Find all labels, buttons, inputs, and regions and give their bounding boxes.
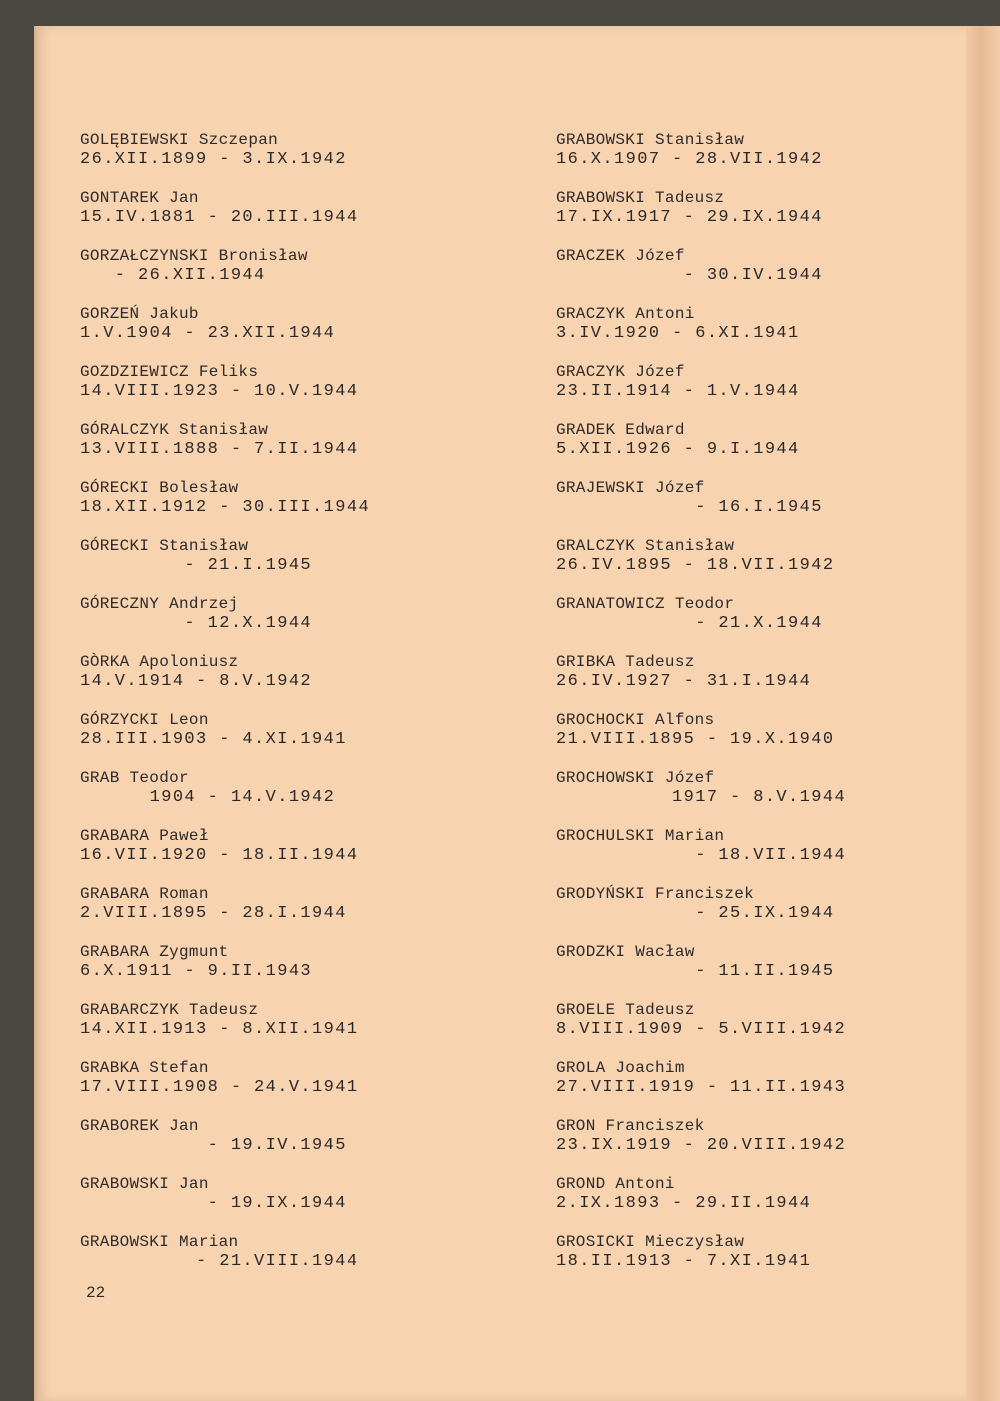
entry-name: GRABKA Stefan xyxy=(80,1059,209,1077)
entry xyxy=(80,362,510,420)
entry-dates: 1917 - 8.V.1944 xyxy=(556,788,847,807)
entry xyxy=(556,130,956,188)
entry xyxy=(556,246,956,304)
entry xyxy=(556,942,956,1000)
entry-name: GRABOWSKI Jan xyxy=(80,1175,209,1193)
entry-name: GRAB Teodor xyxy=(80,769,189,787)
entry-name: GORZAŁCZYNSKI Bronisław xyxy=(80,247,308,265)
entry xyxy=(80,536,510,594)
entry xyxy=(556,420,956,478)
entry xyxy=(80,652,510,710)
entry-dates: 15.IV.1881 - 20.III.1944 xyxy=(80,208,359,227)
entry xyxy=(556,826,956,884)
entry xyxy=(80,1058,510,1116)
entry-name: GRACZYK Antoni xyxy=(556,305,695,323)
entry-dates: 26.IV.1927 - 31.I.1944 xyxy=(556,672,812,691)
entry-name: GÓRECKI Bolesław xyxy=(80,479,239,497)
entry-dates: - 21.I.1945 xyxy=(80,556,313,575)
entry-dates: 23.II.1914 - 1.V.1944 xyxy=(556,382,800,401)
entry-name: GRANATOWICZ Teodor xyxy=(556,595,735,613)
entry-name: GRABOWSKI Stanisław xyxy=(556,131,745,149)
left-column xyxy=(80,130,510,1290)
entry-name: GRODZKI Wacław xyxy=(556,943,695,961)
entry-name: GRADEK Edward xyxy=(556,421,685,439)
entry-dates: 26.IV.1895 - 18.VII.1942 xyxy=(556,556,835,575)
entry xyxy=(80,942,510,1000)
page-number: 22 xyxy=(86,1284,106,1302)
entry xyxy=(556,1232,956,1290)
entry-name: GRABARA Zygmunt xyxy=(80,943,229,961)
entry xyxy=(556,362,956,420)
entry-name: GROLA Joachim xyxy=(556,1059,685,1077)
entry-dates: 28.III.1903 - 4.XI.1941 xyxy=(80,730,347,749)
entry-dates: - 18.VII.1944 xyxy=(556,846,847,865)
entry-dates: 13.VIII.1888 - 7.II.1944 xyxy=(80,440,359,459)
entry-dates: 3.IV.1920 - 6.XI.1941 xyxy=(556,324,800,343)
entry xyxy=(556,710,956,768)
entry-dates: 2.IX.1893 - 29.II.1944 xyxy=(556,1194,812,1213)
entry xyxy=(80,594,510,652)
entry-name: GÓRECKI Stanisław xyxy=(80,537,249,555)
entry-name: GRABOWSKI Marian xyxy=(80,1233,239,1251)
entry-name: GÓRZYCKI Leon xyxy=(80,711,209,729)
entry-dates: 1.V.1904 - 23.XII.1944 xyxy=(80,324,336,343)
entry xyxy=(80,1000,510,1058)
entry-name: GRIBKA Tadeusz xyxy=(556,653,695,671)
entry-name: GRAJEWSKI Józef xyxy=(556,479,705,497)
entry xyxy=(80,188,510,246)
entry-dates: 1904 - 14.V.1942 xyxy=(80,788,336,807)
document-page xyxy=(34,26,1000,1401)
entry-dates: 21.VIII.1895 - 19.X.1940 xyxy=(556,730,835,749)
entry-name: GRABOWSKI Tadeusz xyxy=(556,189,725,207)
entry-dates: 5.XII.1926 - 9.I.1944 xyxy=(556,440,800,459)
entry xyxy=(80,884,510,942)
entry-dates: 23.IX.1919 - 20.VIII.1942 xyxy=(556,1136,847,1155)
entry-name: GROCHOCKI Alfons xyxy=(556,711,715,729)
entry-name: GROSICKI Mieczysław xyxy=(556,1233,745,1251)
entry-name: GRABARA Paweł xyxy=(80,827,209,845)
entry-name: GOZDZIEWICZ Feliks xyxy=(80,363,259,381)
entry-name: GRODYŃSKI Franciszek xyxy=(556,885,755,903)
entry-dates: 17.IX.1917 - 29.IX.1944 xyxy=(556,208,823,227)
entry-dates: 18.XII.1912 - 30.III.1944 xyxy=(80,498,371,517)
entry xyxy=(556,1174,956,1232)
entry-name: GÒRKA Apoloniusz xyxy=(80,653,239,671)
page-gutter xyxy=(966,26,1000,1401)
entry-dates: 27.VIII.1919 - 11.II.1943 xyxy=(556,1078,847,1097)
entry xyxy=(556,536,956,594)
entry-name: GOLĘBIEWSKI Szczepan xyxy=(80,131,279,149)
entry-name: GONTAREK Jan xyxy=(80,189,199,207)
entry-dates: 6.X.1911 - 9.II.1943 xyxy=(80,962,313,981)
entry-dates: - 21.VIII.1944 xyxy=(80,1252,359,1271)
entry-name: GORZEŃ Jakub xyxy=(80,305,199,323)
entry-dates: 26.XII.1899 - 3.IX.1942 xyxy=(80,150,347,169)
entry xyxy=(80,710,510,768)
entry xyxy=(556,768,956,826)
entry xyxy=(80,826,510,884)
entry xyxy=(556,1116,956,1174)
entry-dates: - 26.XII.1944 xyxy=(80,266,266,285)
entry-dates: 2.VIII.1895 - 28.I.1944 xyxy=(80,904,347,923)
entry-dates: 8.VIII.1909 - 5.VIII.1942 xyxy=(556,1020,847,1039)
entry xyxy=(556,1000,956,1058)
entry-name: GROCHOWSKI Józef xyxy=(556,769,715,787)
entry xyxy=(556,478,956,536)
entry xyxy=(80,1232,510,1290)
entry-dates: - 11.II.1945 xyxy=(556,962,835,981)
entry-name: GRACZEK Józef xyxy=(556,247,685,265)
entry xyxy=(556,884,956,942)
entry-dates: - 12.X.1944 xyxy=(80,614,313,633)
entry-dates: 16.X.1907 - 28.VII.1942 xyxy=(556,150,823,169)
entry-name: GÓRALCZYK Stanisław xyxy=(80,421,269,439)
entry-name: GROCHULSKI Marian xyxy=(556,827,725,845)
entry xyxy=(80,1174,510,1232)
entry-dates: 14.V.1914 - 8.V.1942 xyxy=(80,672,313,691)
entry-name: GRABARCZYK Tadeusz xyxy=(80,1001,259,1019)
entry-name: GÓRECZNY Andrzej xyxy=(80,595,239,613)
entry xyxy=(556,652,956,710)
entry-dates: - 30.IV.1944 xyxy=(556,266,823,285)
entry-dates: - 16.I.1945 xyxy=(556,498,823,517)
entry-name: GRACZYK Józef xyxy=(556,363,685,381)
entry-name: GRABARA Roman xyxy=(80,885,209,903)
entry-dates: 17.VIII.1908 - 24.V.1941 xyxy=(80,1078,359,1097)
entry-dates: - 19.IX.1944 xyxy=(80,1194,347,1213)
entry-dates: - 19.IV.1945 xyxy=(80,1136,347,1155)
entry xyxy=(556,594,956,652)
entry xyxy=(556,1058,956,1116)
entry-name: GROELE Tadeusz xyxy=(556,1001,695,1019)
entry-dates: - 21.X.1944 xyxy=(556,614,823,633)
right-column xyxy=(556,130,956,1290)
entry xyxy=(80,130,510,188)
entry xyxy=(80,304,510,362)
entry-dates: 14.VIII.1923 - 10.V.1944 xyxy=(80,382,359,401)
entry-dates: 16.VII.1920 - 18.II.1944 xyxy=(80,846,359,865)
entry-dates: - 25.IX.1944 xyxy=(556,904,835,923)
entry xyxy=(80,246,510,304)
entry-name: GRABOREK Jan xyxy=(80,1117,199,1135)
entry xyxy=(80,420,510,478)
entry-name: GROND Antoni xyxy=(556,1175,675,1193)
entry xyxy=(556,304,956,362)
entry-dates: 18.II.1913 - 7.XI.1941 xyxy=(556,1252,812,1271)
entry-name: GRALCZYK Stanisław xyxy=(556,537,735,555)
entry xyxy=(556,188,956,246)
entry xyxy=(80,1116,510,1174)
entry xyxy=(80,478,510,536)
entry-dates: 14.XII.1913 - 8.XII.1941 xyxy=(80,1020,359,1039)
entry-name: GRON Franciszek xyxy=(556,1117,705,1135)
entry xyxy=(80,768,510,826)
